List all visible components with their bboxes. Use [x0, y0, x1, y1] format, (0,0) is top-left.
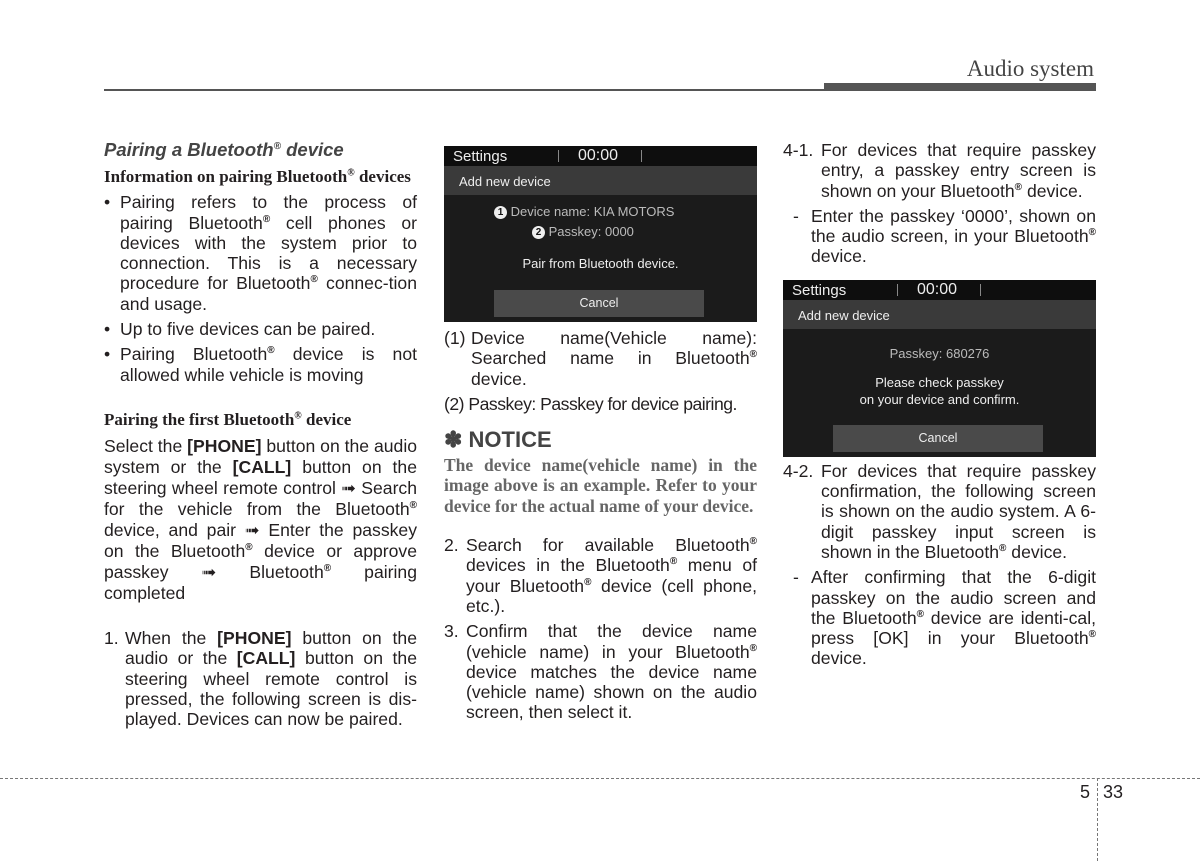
passkey-line: 2 Passkey: 0000: [532, 222, 634, 242]
screen-subtitle-bar: Add new device: [444, 166, 757, 195]
arrow-icon: ➟: [341, 477, 356, 498]
screen-title: Settings: [792, 281, 847, 299]
column-middle: [444, 140, 757, 723]
header-rule: [104, 89, 824, 91]
step-4-2: 4-2. For devices that require passkey confirmation, the following screen is shown on the audio system. A 6-digit passkey input screen is shown in the Bluetooth® device.: [783, 460, 1096, 562]
header-rule-thick: [824, 83, 1096, 91]
screen-subtitle-bar: Add new device: [783, 300, 1096, 329]
step-1: 1. When the [PHONE] button on the audio or the [CALL] button on the steering wheel remote control is pressed, the following screen is dis-played. Devices can now be paired.: [104, 627, 417, 730]
confirm-instruction-2: on your device and confirm.: [859, 391, 1020, 407]
divider: [641, 150, 642, 162]
section-title: Pairing a Bluetooth® device: [104, 139, 344, 160]
list-item: • Pairing Bluetooth® device is not allowed while vehicle is moving: [104, 344, 417, 385]
column-right: [783, 140, 1096, 669]
info-heading: Information on pairing Bluetooth® devices: [104, 167, 411, 187]
audio-screen-passkey: [783, 280, 1096, 457]
footer-rule: [0, 778, 1200, 779]
footer-divider: [1097, 778, 1098, 861]
list-item: • Up to five devices can be paired.: [104, 319, 417, 339]
step-4-2-note: - After confirming that the 6-digit passkey on the audio screen and the Bluetooth® device are identi-cal, press [OK] in your Bluetooth® device.: [793, 567, 1096, 669]
divider: [980, 284, 981, 296]
number-2-icon: 2: [532, 226, 545, 239]
passkey-value: Passkey: 680276: [889, 345, 990, 361]
number-1-icon: 1: [494, 206, 507, 219]
screen-clock: 00:00: [578, 147, 619, 164]
notice-title: ✽ NOTICE: [444, 427, 552, 453]
arrow-icon: ➟: [244, 519, 260, 540]
device-name-line: 1 Device name: KIA MOTORS: [494, 202, 674, 222]
screen-title: Settings: [453, 148, 508, 165]
caption-1: (1) Device name(Vehicle name): Searched name in Bluetooth® device.: [444, 328, 757, 389]
arrow-icon: ➟: [201, 561, 217, 582]
section-number: 5: [1080, 782, 1091, 802]
list-item: • Pairing refers to the process of pairing Bluetooth® cell phones or devices with the system prior to connection. This is a necessary procedure for Bluetooth® connec-tion and usage.: [104, 192, 417, 314]
notice-body: The device name(vehicle name) in the image above is an example. Refer to your device for the actual name of your device.: [444, 455, 757, 516]
step-2: 2. Search for available Bluetooth® devices in the Bluetooth® menu of your Bluetooth® device (cell phone, etc.).: [444, 535, 757, 616]
step-4-1-note: - Enter the passkey ‘0000’, shown on the audio screen, in your Bluetooth® device.: [793, 205, 1096, 267]
page-number: 33: [1103, 782, 1124, 802]
cancel-button[interactable]: Cancel: [494, 290, 704, 317]
caption-2: (2) Passkey: Passkey for device pairing.: [444, 393, 737, 414]
page-header-title: Audio system: [966, 56, 1094, 81]
screen-title-bar: [444, 146, 757, 166]
first-pairing-heading: Pairing the first Bluetooth® device: [104, 409, 352, 429]
confirm-instruction: Please check passkey: [875, 374, 1004, 390]
pair-instruction: Pair from Bluetooth device.: [522, 256, 679, 271]
step-4-1: 4-1. For devices that require passkey entry, a passkey entry screen is shown on your Bluetooth® device.: [783, 140, 1096, 201]
divider: [558, 150, 559, 162]
screen-title-bar: [783, 280, 1096, 300]
audio-screen-pairing: [444, 146, 757, 322]
screen-clock: 00:00: [917, 280, 958, 298]
cancel-button[interactable]: Cancel: [833, 425, 1043, 452]
pairing-procedure: Select the [PHONE] button on the audio system or the [CALL] button on the steering wheel remote control ➟ Search for the vehicle from the Bluetooth® device, and pair ➟ Enter the passkey on the Bluetooth® device or approve passkey ➟ Bluetooth® pairing completed: [104, 435, 418, 603]
divider: [897, 284, 898, 296]
column-left: [104, 140, 417, 729]
step-3: 3. Confirm that the device name (vehicle name) in your Bluetooth® device matches the device name (vehicle name) shown on the audio screen, then select it.: [444, 621, 757, 723]
